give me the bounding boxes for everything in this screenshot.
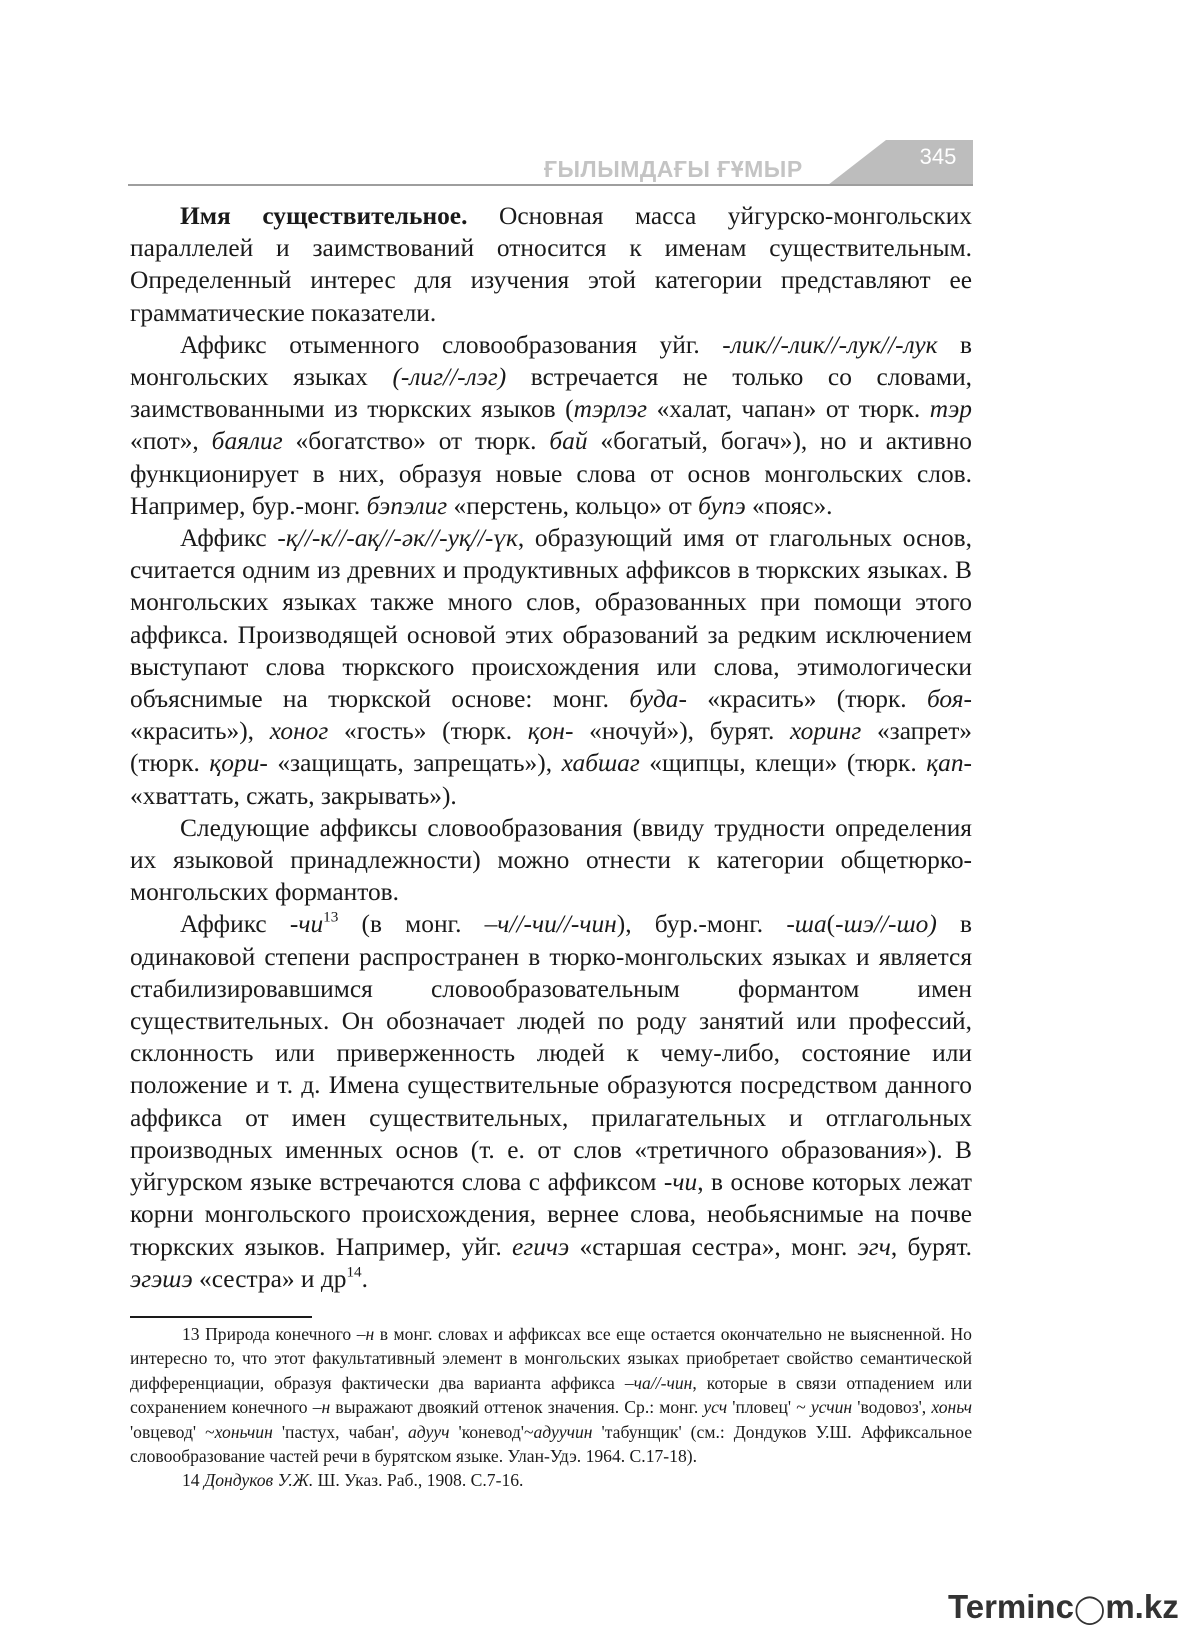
text-run: «красить» (тюрк. <box>686 685 927 714</box>
italic-term: -қ//-к//-ақ//-әк//-уқ//-үк <box>277 524 518 553</box>
italic-term: қон- <box>527 717 574 746</box>
text-run: 'водовоз', <box>852 1397 932 1418</box>
italic-term: хабшаг <box>561 749 640 778</box>
italic-term: чи <box>672 1168 698 1197</box>
italic-term: –ча//-чин <box>624 1372 693 1393</box>
text-run: 'табунщик' (см.: Дондуков У.Ш. Аффиксальное словообразование частей речи в бурятском языке. Улан-Удэ. 1964. С.17-18). <box>130 1421 972 1467</box>
footnote <box>130 1468 972 1492</box>
text-run: Аффикс - <box>180 910 299 939</box>
text-run: «гость» (тюрк. <box>328 717 528 746</box>
text-run: , в основе которых лежат корни монгольского происхождения, вернее слова, необьяснимые на почве тюркских языков. Например, уйг. <box>130 1168 972 1261</box>
watermark-logo-part: T <box>948 1588 966 1625</box>
paragraph <box>130 329 972 522</box>
footnote <box>130 1322 972 1468</box>
text-run: , бурят. <box>890 1232 972 1261</box>
italic-term: усч <box>703 1397 728 1418</box>
watermark-logo-part: m.kz <box>1105 1588 1179 1625</box>
running-header-title: ҒЫЛЫМДАҒЫ ҒҰМЫР <box>544 156 803 182</box>
text-run: Ш. Указ. Раб., 1908. С.7-16. <box>313 1470 524 1491</box>
header-rule <box>128 184 973 186</box>
watermark-logo-part: erminc <box>965 1588 1074 1625</box>
running-header <box>128 140 973 190</box>
text-run: (в монг. <box>338 910 485 939</box>
italic-term: қап- <box>926 749 972 778</box>
text-run: «щипцы, клещи» (тюрк. <box>639 749 927 778</box>
text-run: Основная масса уйгурско-монгольских параллелей и заимствований относится к именам существительным. Определенный интерес для изучения этой категории представляют ее грамматические показатели. <box>130 202 972 327</box>
italic-term: (-лиг//-лэг) <box>392 363 507 392</box>
text-run: «пояс». <box>745 491 833 520</box>
text-run: «старшая сестра», монг. <box>569 1232 858 1261</box>
watermark-logo <box>948 1588 1179 1626</box>
paragraph <box>130 812 972 909</box>
italic-term: -лик//-лик//-лук//-лук <box>722 330 938 359</box>
text-run: в монг. словах и аффиксах все еще остается окончательно не выясненной. Но интересно то, что этот факультативный элемент в монгольских языках приобретает свойство семантической дифференциации, образуя фактически два варианта аффикса <box>130 1324 972 1393</box>
text-run: , образующий имя от глагольных основ, считается одним из древних и продуктивных аффиксов в тюркских языках. В монгольских языках также много слов, образованных при помощи этого аффикса. Производящей основой этих образований за редким исключением выступают слова тюркского происхождения или слова, этимологически объяснимые на тюркской основе: монг. <box>130 524 972 714</box>
text-run: 'коневод'~ <box>449 1421 534 1442</box>
italic-term: адуучин <box>533 1421 593 1442</box>
italic-term: эгэшэ <box>130 1264 193 1293</box>
italic-term: -ша <box>786 910 827 939</box>
italic-term: егичэ <box>512 1232 570 1261</box>
text-run: «хваттать, сжать, закрывать»). <box>130 781 457 810</box>
text-run: «халат, чапан» от тюрк. <box>647 395 930 424</box>
text-run: Аффикс <box>180 524 278 553</box>
paragraph <box>130 522 972 812</box>
italic-term: бупэ <box>698 491 746 520</box>
italic-term: бэпэлиг <box>366 491 448 520</box>
text-run: 13 Природа конечного <box>182 1324 357 1344</box>
italic-term: хоньч <box>931 1397 972 1418</box>
text-run: «пот», <box>130 427 212 456</box>
text-run: «сестра» и др <box>192 1264 347 1293</box>
italic-term: хоринг <box>790 717 862 746</box>
italic-term: буда- <box>629 685 687 714</box>
text-run: «запрет» (тюрк. <box>130 717 972 778</box>
text-run: ), бур.-монг. <box>616 910 787 939</box>
text-run: , которые в связи отпадением или сохранением конечного <box>130 1372 972 1418</box>
page-number: 345 <box>919 144 957 169</box>
paragraph <box>130 200 972 329</box>
italic-term: –н <box>356 1324 375 1344</box>
text-run: выражают двоякий оттенок значения. Ср.: монг. <box>330 1397 704 1418</box>
italic-term: хоног <box>269 717 329 746</box>
bold-heading: Имя существительное. <box>180 202 468 230</box>
italic-term: –н <box>312 1397 331 1418</box>
footnote-separator <box>130 1316 312 1318</box>
italic-term: тэр <box>929 395 972 424</box>
text-run: встречается не только со словами, заимствованными из тюркских языков ( <box>130 363 973 424</box>
footnote-ref: 14 <box>346 1263 362 1281</box>
italic-term: –ч//-чи//-чин <box>484 910 617 939</box>
watermark-logo-part: ◯ <box>1073 1593 1106 1624</box>
italic-term: усчин <box>810 1397 853 1418</box>
text-run: «красить»), <box>130 717 270 746</box>
italic-term: адууч <box>408 1421 450 1442</box>
text-run: «богатый, богач»), но и активно функционирует в них, образуя новые слова от основ монгольских слов. Например, бур.-монг. <box>130 427 972 520</box>
italic-term: Дондуков У.Ж. <box>204 1470 314 1491</box>
text-run: «богатство» от тюрк. <box>282 427 550 456</box>
text-run: «защищать, запрещать»), <box>267 749 562 778</box>
text-run: Следующие аффиксы словообразования (ввиду трудности определения их языковой принадлежности) можно отнести к категории общетюрко-монгольских формантов. <box>130 813 972 907</box>
footnotes <box>130 1322 972 1493</box>
footnote-ref: 13 <box>323 908 339 926</box>
italic-term: хоньчин <box>214 1421 273 1442</box>
text-run: Аффикс отыменного словообразования уйг. <box>180 330 723 359</box>
text-run: «перстень, кольцо» от <box>447 491 699 520</box>
body-text <box>130 200 972 1295</box>
text-run: «ночуй»), бурят. <box>573 717 791 746</box>
text-run: в одинаковой степени распространен в тюрко-монгольских языках и является стабилизировавшимся словообразовательным формантом имен существительных. Он обозначает людей по роду занятий или профессий, склонность или приверженность людей к чему-либо, состояние или положение и т. д. Имена существительные образуются посредством данного аффикса от имен существительных, прилагательных и отглагольных производных именных основ (т. е. от слов «третичного образования»). В уйгурском языке встречаются слова с аффиксом - <box>130 910 972 1197</box>
text-run: . <box>361 1264 369 1293</box>
text-run: ( <box>826 910 836 939</box>
italic-term: бай <box>549 427 588 456</box>
italic-term: тэрлэг <box>573 395 648 424</box>
text-run: в монгольских языках <box>130 330 972 392</box>
italic-term: чи <box>298 910 324 939</box>
text-run: 'пастух, чабан', <box>272 1421 408 1442</box>
text-run: 14 <box>182 1470 204 1491</box>
text-run: 'овцевод' ~ <box>130 1421 215 1442</box>
italic-term: эгч <box>857 1232 891 1261</box>
italic-term: баялиг <box>211 427 283 456</box>
italic-term: боя- <box>926 685 972 714</box>
text-run: 'пловец' ~ <box>727 1397 811 1418</box>
italic-term: қори- <box>209 749 268 778</box>
paragraph <box>130 908 972 1294</box>
italic-term: -шэ//-шо) <box>835 910 937 939</box>
